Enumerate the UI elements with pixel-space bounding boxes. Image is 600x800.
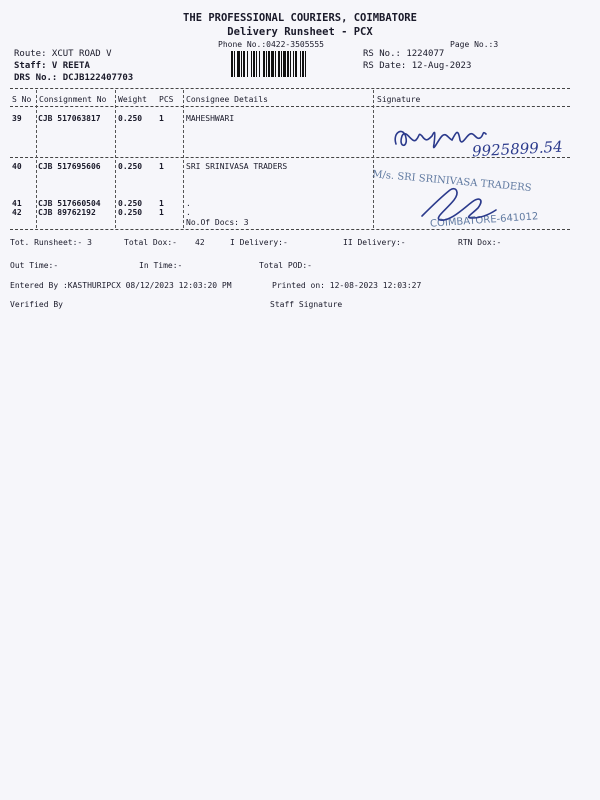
rs-number: RS No.: 1224077 xyxy=(363,49,445,59)
row-sno: 42 xyxy=(12,208,22,217)
company-stamp-city: COIMBATORE-641012 xyxy=(429,211,539,230)
row-sno: 39 xyxy=(12,114,22,123)
printed-on: Printed on: 12-08-2023 12:03:27 xyxy=(272,281,422,290)
row-consignment: CJB 89762192 xyxy=(38,208,96,217)
row-sno: 40 xyxy=(12,162,22,171)
total-runsheet: Tot. Runsheet:- 3 xyxy=(10,238,92,247)
barcode xyxy=(231,51,359,77)
table-top-rule xyxy=(10,88,570,89)
row-pcs: 1 xyxy=(159,199,164,208)
entered-by: Entered By :KASTHURIPCX 08/12/2023 12:03:20 PM xyxy=(10,281,232,290)
phone-number: Phone No.:0422-3505555 xyxy=(218,40,324,49)
row-pcs: 1 xyxy=(159,208,164,217)
route-label: Route: XCUT ROAD V xyxy=(14,49,112,59)
row-consignment: CJB 517695606 xyxy=(38,162,101,171)
row-consignee: MAHESHWARI xyxy=(186,114,235,123)
col-divider xyxy=(183,90,184,228)
row-consignment: CJB 517660504 xyxy=(38,199,101,208)
col-divider xyxy=(36,90,37,228)
row-weight: 0.250 xyxy=(118,199,143,208)
in-time: In Time:- xyxy=(139,261,183,270)
column-header-signature: Signature xyxy=(377,95,421,104)
row-consignee: SRI SRINIVASA TRADERS xyxy=(186,162,288,171)
staff-signature-label: Staff Signature xyxy=(270,300,343,309)
row-weight: 0.250 xyxy=(118,162,143,171)
total-pod: Total POD:- xyxy=(259,261,312,270)
column-header-pcs: PCS xyxy=(159,95,174,104)
staff-label: Staff: V REETA xyxy=(14,61,90,71)
column-header-sno: S No xyxy=(12,95,32,104)
table-header-rule xyxy=(10,106,570,107)
row-sno: 41 xyxy=(12,199,22,208)
handwritten-phone: 9925899.54 xyxy=(471,137,564,161)
row-weight: 0.250 xyxy=(118,208,143,217)
no-of-docs: No.Of Docs: 3 xyxy=(186,218,249,227)
column-header-weight: Weight xyxy=(118,95,147,104)
row-pcs: 1 xyxy=(159,114,164,123)
row-pcs: 1 xyxy=(159,162,164,171)
column-header-consignee: Consignee Details xyxy=(186,95,268,104)
ii-delivery: II Delivery:- xyxy=(343,238,406,247)
i-delivery: I Delivery:- xyxy=(230,238,288,247)
page-number: Page No.:3 xyxy=(450,40,499,49)
company-stamp: M/s. SRI SRINIVASA TRADERS xyxy=(371,169,532,194)
table-bottom-rule xyxy=(10,229,570,230)
barcode-bar xyxy=(306,51,308,77)
row-weight: 0.250 xyxy=(118,114,143,123)
out-time: Out Time:- xyxy=(10,261,59,270)
drs-number: DRS No.: DCJB122407703 xyxy=(14,73,134,83)
row-consignee: . xyxy=(186,208,191,217)
company-title: THE PROFESSIONAL COURIERS, COIMBATORE xyxy=(183,12,417,24)
col-divider xyxy=(115,90,116,228)
document-title: Delivery Runsheet - PCX xyxy=(227,26,373,38)
column-header-consignment: Consignment No xyxy=(39,95,107,104)
row-consignment: CJB 517063817 xyxy=(38,114,101,123)
total-dox-label: Total Dox:- xyxy=(124,238,177,247)
verified-by: Verified By xyxy=(10,300,63,309)
handwritten-signature-trader xyxy=(410,178,500,228)
row-consignee: . xyxy=(186,199,191,208)
total-dox-value: 42 xyxy=(195,238,205,247)
rs-date: RS Date: 12-Aug-2023 xyxy=(363,61,472,71)
rtn-dox: RTN Dox:- xyxy=(458,238,502,247)
col-divider xyxy=(373,90,374,228)
